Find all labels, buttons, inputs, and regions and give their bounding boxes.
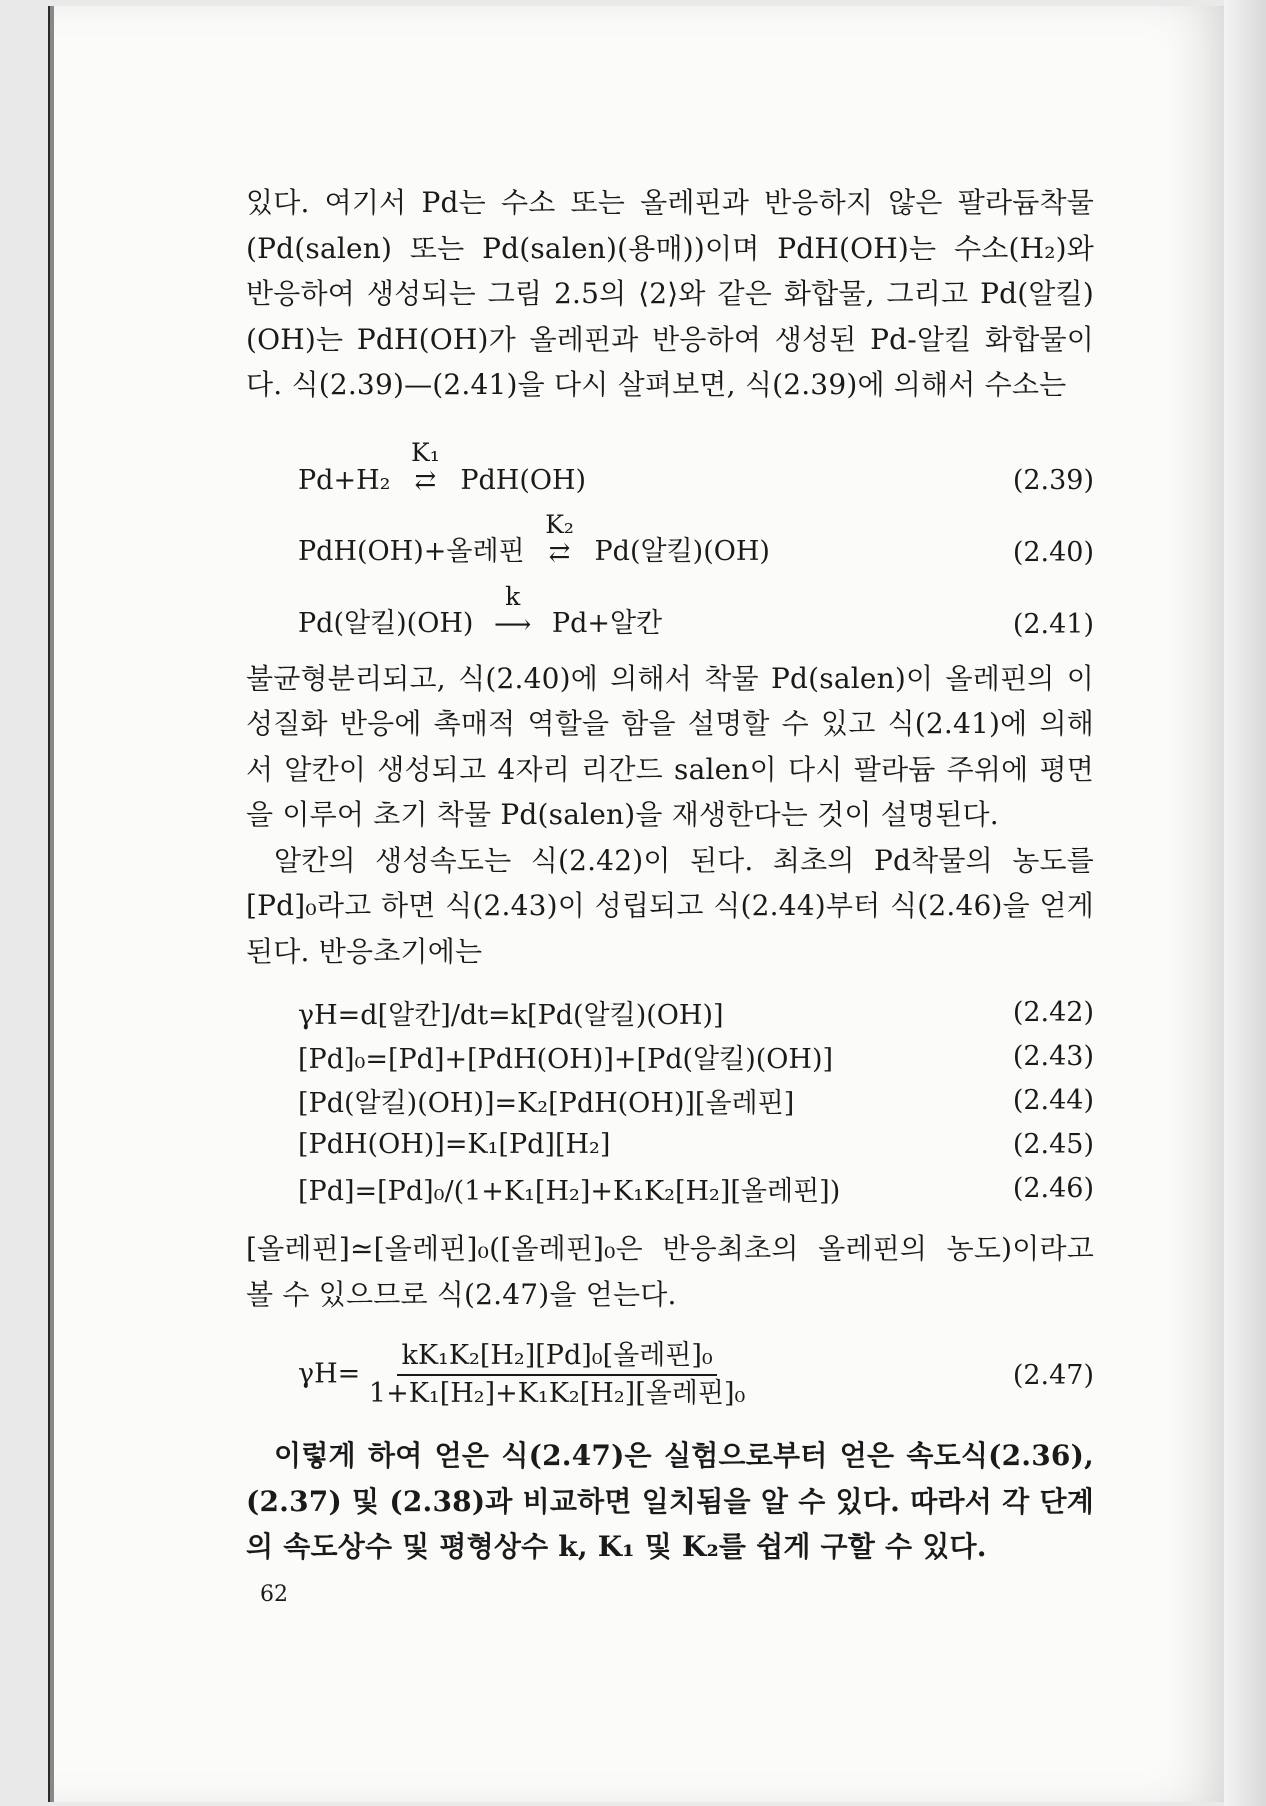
page-number: 62 [260, 1582, 288, 1607]
paragraph-5: 이렇게 하여 얻은 식(2.47)은 실험으로부터 얻은 속도식(2.36), (2.37) 및 (2.38)과 비교하면 일치됨을 알 수 있다. 따라서 각 단계의 속도상수 및 평형상수 k, K₁ 및 K₂를 쉽게 구할 수 있다. [246, 1439, 1094, 1563]
equation-number: (2.42) [1012, 996, 1094, 1028]
fraction-denominator: 1+K₁[H₂]+K₁K₂[H₂][올레핀]₀ [368, 1378, 746, 1409]
forward-arrow-icon: ⟶ [494, 609, 532, 640]
fraction [369, 1340, 745, 1410]
page-binding-edge [50, 6, 54, 1802]
equation-expression: [PdH(OH)]=K₁[Pd][H₂] [298, 1128, 611, 1160]
paragraph-4: [올레핀]≃[올레핀]₀([올레핀]₀은 반응최초의 올레핀의 농도)이라고 볼 수 있으므로 식(2.47)을 얻는다. [246, 1232, 1094, 1311]
rate-equation [298, 1166, 1094, 1210]
equation-expression: [Pd]₀=[Pd]+[PdH(OH)]+[Pd(알킬)(OH)] [298, 1043, 834, 1075]
fraction-equation-group [298, 1333, 1094, 1417]
equilibrium-arrow-icon: ⇄ [414, 465, 437, 496]
reaction-expression [298, 581, 663, 640]
page-body [246, 180, 1094, 1570]
equation-number: (2.46) [1012, 1172, 1094, 1204]
page-right-margin [1224, 0, 1266, 1806]
reaction-right: Pd(알킬)(OH) [594, 535, 770, 567]
fraction-equation [298, 1333, 1094, 1417]
reaction-left: PdH(OH)+올레핀 [298, 535, 525, 567]
reaction-left: Pd+H₂ [298, 464, 391, 496]
equation-expression: γH=d[알칸]/dt=k[Pd(알킬)(OH)] [298, 999, 724, 1031]
reaction-arrow [411, 437, 440, 496]
paragraph-1: 있다. 여기서 Pd는 수소 또는 올레핀과 반응하지 않은 팔라듐착물 (Pd(salen) 또는 Pd(salen)(용매))이며 PdH(OH)는 수소(H₂)와 반응하여 생성되는 그림 2.5의 ⟨2⟩와 같은 화합물, 그리고 Pd(알킬)(OH)는 PdH(OH)가 올레핀과 반응하여 생성된 Pd-알킬 화합물이다. 식(2.39)—(2.41)을 다시 살펴보면, 식(2.39)에 의해서 수소는 [246, 186, 1094, 401]
equilibrium-arrow-icon: ⇄ [548, 537, 571, 568]
equation-number: (2.44) [1012, 1084, 1094, 1116]
rate-equation [298, 990, 1094, 1034]
rate-equation [298, 1034, 1094, 1078]
reaction-equation [298, 496, 1094, 568]
fraction-numerator: kK₁K₂[H₂][Pd]₀[올레핀]₀ [397, 1340, 716, 1376]
equation-number: (2.40) [1012, 536, 1094, 568]
reaction-expression [298, 437, 587, 496]
arrow-label: K₂ [545, 509, 574, 539]
equation-number: (2.41) [1012, 608, 1094, 640]
equation-expression: [Pd]=[Pd]₀/(1+K₁[H₂]+K₁K₂[H₂][올레핀]) [298, 1175, 841, 1207]
reaction-expression [298, 509, 770, 568]
arrow-label: k [505, 581, 521, 611]
reaction-equations [298, 424, 1094, 640]
fraction-lhs: γH= [298, 1358, 361, 1390]
equation-expression: [Pd(알킬)(OH)]=K₂[PdH(OH)][올레핀] [298, 1087, 795, 1119]
equation-number: (2.45) [1012, 1128, 1094, 1160]
reaction-equation [298, 568, 1094, 640]
paragraph-3: 알칸의 생성속도는 식(2.42)이 된다. 최초의 Pd착물의 농도를 [Pd]₀라고 하면 식(2.43)이 성립되고 식(2.44)부터 식(2.46)을 얻게 된다. 반응초기에는 [246, 843, 1094, 968]
equation-number: (2.47) [1012, 1359, 1094, 1391]
equation-number: (2.43) [1012, 1040, 1094, 1072]
reaction-equation [298, 424, 1094, 496]
paragraph-2: 불균형분리되고, 식(2.40)에 의해서 착물 Pd(salen)이 올레핀의 이성질화 반응에 촉매적 역할을 함을 설명할 수 있고 식(2.41)에 의해서 알칸이 생성되고 4자리 리간드 salen이 다시 팔라듐 주위에 평면을 이루어 초기 착물 Pd(salen)을 재생한다는 것이 설명된다. [246, 661, 1094, 831]
equation-number: (2.39) [1012, 464, 1094, 496]
rate-equation [298, 1078, 1094, 1122]
reaction-right: PdH(OH) [460, 464, 587, 496]
rate-equations [298, 990, 1094, 1210]
fraction-expression [298, 1340, 745, 1410]
arrow-label: K₁ [411, 437, 440, 467]
reaction-arrow [494, 581, 532, 640]
reaction-left: Pd(알킬)(OH) [298, 607, 474, 639]
reaction-arrow [545, 509, 574, 568]
rate-equation [298, 1122, 1094, 1166]
reaction-right: Pd+알칸 [551, 607, 663, 639]
